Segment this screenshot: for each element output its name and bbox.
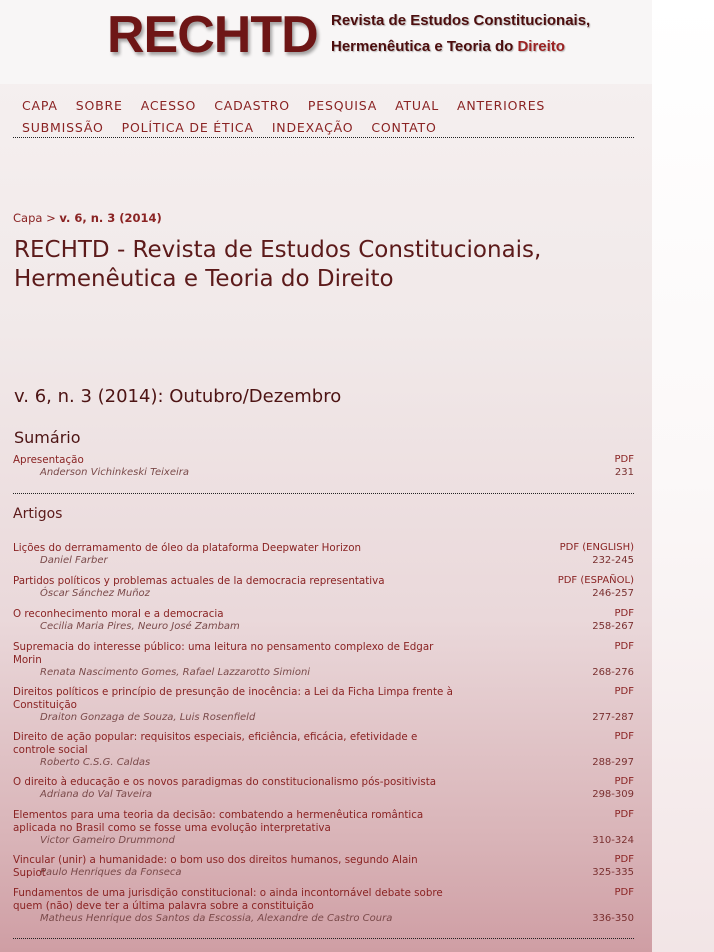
- article-pdf-link[interactable]: PDF: [614, 776, 634, 787]
- article-authors: Matheus Henrique dos Santos da Escossia, Alexandre de Castro Coura: [40, 912, 393, 924]
- article-pages: 310-324: [592, 834, 634, 846]
- article-entry: [13, 809, 634, 847]
- article-entry: [13, 887, 634, 925]
- article-authors: Cecilia Maria Pires, Neuro José Zambam: [40, 620, 240, 632]
- nav-atual[interactable]: ATUAL: [395, 97, 439, 113]
- article-authors: Renata Nascimento Gomes, Rafael Lazzarotto Simioni: [40, 666, 311, 678]
- article-title-link[interactable]: O reconhecimento moral e a democracia: [13, 608, 224, 620]
- nav-acesso[interactable]: ACESSO: [140, 97, 197, 113]
- article-title-link[interactable]: Elementos para uma teoria da decisão: combatendo a hermenêutica romântica aplicada no Brasil como se fosse uma evolução interpretativa: [13, 809, 424, 834]
- article-pdf-link[interactable]: PDF: [614, 809, 634, 820]
- presentation-pdf-link[interactable]: PDF: [614, 454, 634, 465]
- presentation-title: Apresentação: [13, 454, 84, 466]
- article-authors: Draiton Gonzaga de Souza, Luis Rosenfield: [40, 711, 256, 723]
- article-pages: 277-287: [592, 711, 634, 723]
- article-title-link[interactable]: Supremacia do interesse público: uma leitura no pensamento complexo de Edgar Morin: [13, 641, 434, 666]
- nav-sobre[interactable]: SOBRE: [75, 97, 123, 113]
- journal-title: RECHTD - Revista de Estudos Constitucionais, Hermenêutica e Teoria do Direito: [14, 237, 542, 292]
- right-background-strip: [652, 0, 714, 952]
- article-entry: [13, 731, 634, 769]
- nav-politica-de-etica[interactable]: POLÍTICA DE ÉTICA: [121, 119, 254, 135]
- breadcrumb: [13, 211, 162, 225]
- article-authors: Adriana do Val Taveira: [40, 788, 153, 800]
- article-pdf-link[interactable]: PDF: [614, 608, 634, 619]
- article-authors: Paulo Henriques da Fonseca: [40, 866, 182, 878]
- nav-submissao[interactable]: SUBMISSÃO: [22, 119, 104, 135]
- article-pages: 298-309: [592, 788, 634, 800]
- logo-subtitle-line2-main: Hermenêutica e Teoria do: [331, 38, 518, 55]
- article-entry: [13, 776, 634, 801]
- bottom-divider: [13, 938, 634, 939]
- logo-subtitle-accent: Direito: [517, 38, 565, 55]
- article-pdf-link[interactable]: PDF: [614, 731, 634, 742]
- article-entry: [13, 542, 634, 567]
- article-authors: Óscar Sánchez Muñoz: [40, 587, 150, 599]
- article-entry: [13, 686, 634, 724]
- article-pdf-link[interactable]: PDF: [614, 641, 634, 652]
- nav-cadastro[interactable]: CADASTRO: [214, 97, 290, 113]
- section-divider: [13, 493, 634, 494]
- article-title-link[interactable]: Direitos políticos e princípio de presunção de inocência: a Lei da Ficha Limpa frente à Constituição: [13, 686, 453, 711]
- nav-capa[interactable]: CAPA: [22, 97, 58, 113]
- site-logo[interactable]: RECHTD: [107, 6, 318, 64]
- article-authors: Victor Gameiro Drummond: [40, 834, 175, 846]
- articles-heading: Artigos: [13, 506, 63, 522]
- article-authors: Daniel Farber: [40, 554, 108, 566]
- nav-anteriores[interactable]: ANTERIORES: [456, 97, 546, 113]
- article-pdf-link[interactable]: PDF (ENGLISH): [559, 542, 634, 553]
- article-title-link[interactable]: Direito de ação popular: requisitos especiais, eficiência, eficácia, efetividade e controle social: [13, 731, 418, 756]
- nav-indexacao[interactable]: INDEXAÇÃO: [271, 119, 354, 135]
- article-entry: [13, 608, 634, 633]
- article-pages: 246-257: [592, 587, 634, 599]
- article-pdf-link[interactable]: PDF: [614, 887, 634, 898]
- logo-subtitle-line1: Revista de Estudos Constitucionais,: [331, 12, 591, 29]
- presentation-authors: Anderson Vichinkeski Teixeira: [40, 466, 189, 478]
- breadcrumb-current-link[interactable]: v. 6, n. 3 (2014): [59, 211, 162, 225]
- article-entry: [13, 641, 634, 679]
- article-pages: 268-276: [592, 666, 634, 678]
- nav-pesquisa[interactable]: PESQUISA: [307, 97, 378, 113]
- article-title-link[interactable]: O direito à educação e os novos paradigmas do constitucionalismo pós-positivista: [13, 776, 437, 788]
- article-title-link[interactable]: Fundamentos de uma jurisdição constitucional: o ainda incontornável debate sobre quem (não) deve ter a última palavra sobre a constituição: [13, 887, 443, 912]
- article-title-link[interactable]: Partidos políticos y problemas actuales de la democracia representativa: [13, 575, 385, 587]
- article-pages: 336-350: [592, 912, 634, 924]
- article-pages: 325-335: [592, 866, 634, 878]
- article-pages: 258-267: [592, 620, 634, 632]
- article-entry: [13, 854, 634, 879]
- site-header: [0, 0, 652, 84]
- logo-subtitle-line2: [331, 38, 565, 55]
- article-pages: 288-297: [592, 756, 634, 768]
- nav-contato[interactable]: CONTATO: [371, 119, 437, 135]
- article-pdf-link[interactable]: PDF (ESPAÑOL): [557, 575, 634, 586]
- breadcrumb-separator: >: [46, 211, 56, 225]
- presentation-entry: [13, 454, 634, 479]
- toc-heading: Sumário: [14, 428, 81, 447]
- article-pages: 232-245: [592, 554, 634, 566]
- article-authors: Roberto C.S.G. Caldas: [40, 756, 151, 768]
- main-navigation: [22, 94, 634, 138]
- article-title-link[interactable]: Vincular (unir) a humanidade: o bom uso dos direitos humanos, segundo Alain Supiot: [13, 854, 418, 879]
- issue-title: v. 6, n. 3 (2014): Outubro/Dezembro: [14, 386, 342, 407]
- breadcrumb-home-link[interactable]: Capa: [13, 211, 43, 225]
- nav-divider: [13, 137, 634, 138]
- article-pdf-link[interactable]: PDF: [614, 686, 634, 697]
- nav-row-1: [22, 94, 634, 116]
- article-title-link[interactable]: Lições do derramamento de óleo da plataforma Deepwater Horizon: [13, 542, 362, 554]
- presentation-pages: 231: [614, 466, 634, 478]
- article-entry: [13, 575, 634, 600]
- article-pdf-link[interactable]: PDF: [614, 854, 634, 865]
- nav-row-2: [22, 116, 634, 138]
